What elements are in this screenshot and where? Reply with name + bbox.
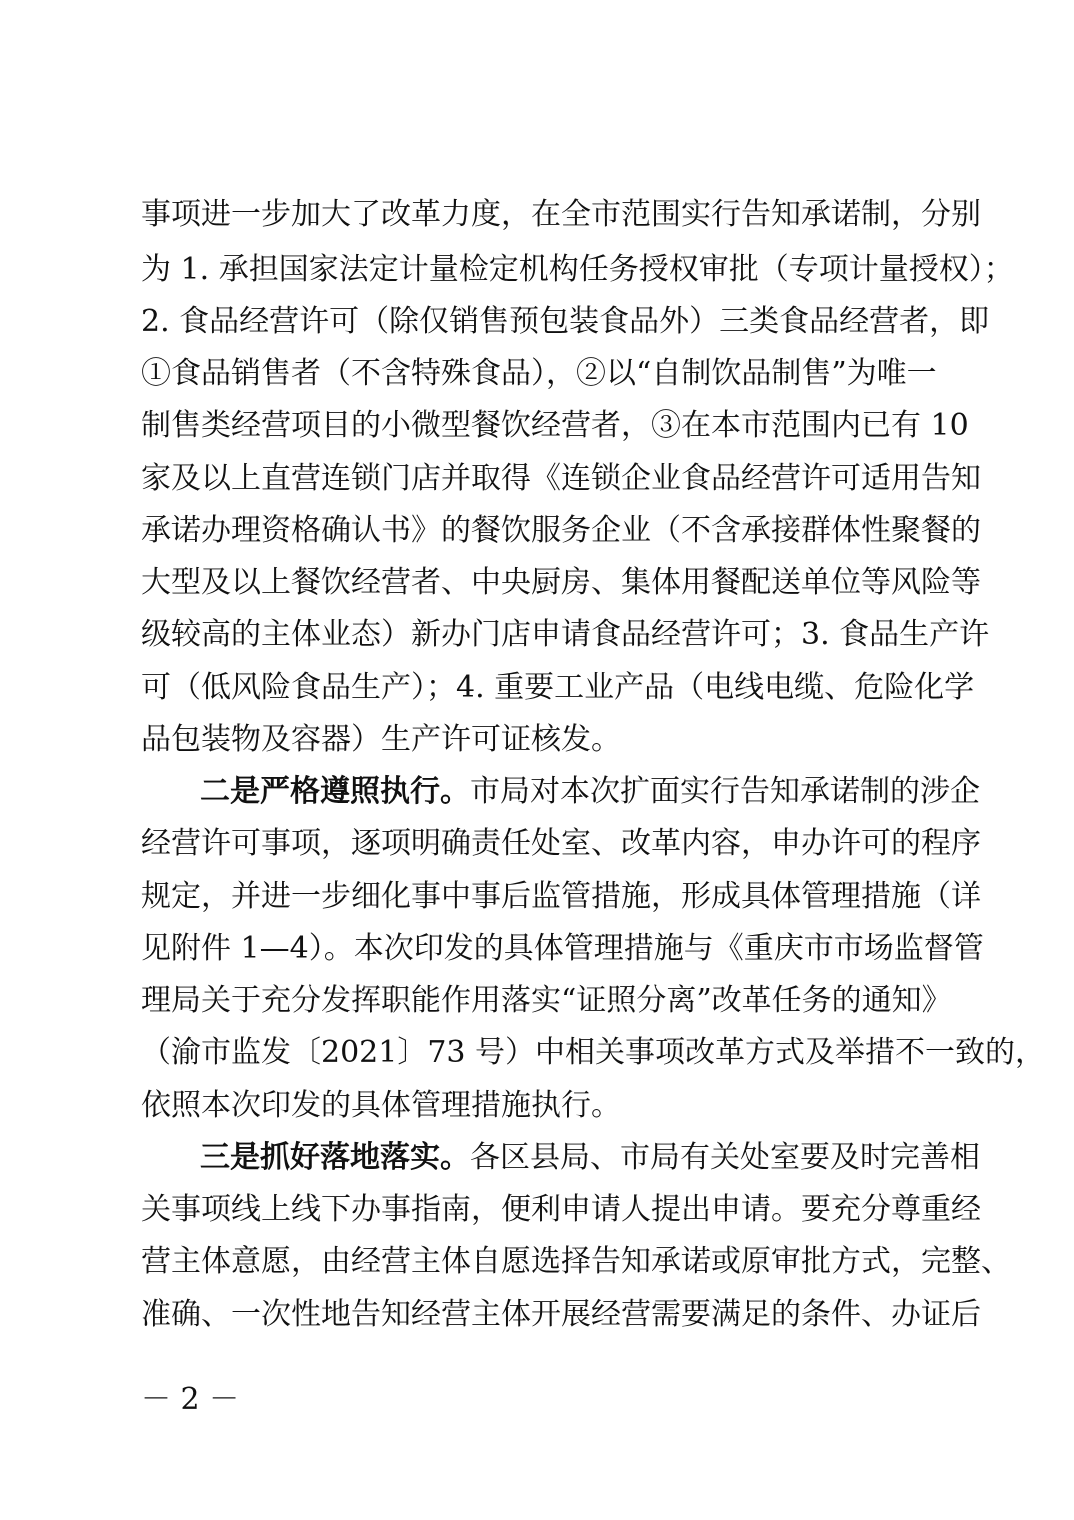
paragraph-line: 经营许可事项，逐项明确责任处室、改革内容，申办许可的程序 <box>141 826 981 861</box>
paragraph-first-line <box>200 772 980 812</box>
paragraph-line: 承诺办理资格确认书》的餐饮服务企业（不含承接群体性聚餐的 <box>141 513 981 548</box>
paragraph-line: 可（低风险食品生产）；4. 重要工业产品（电线电缆、危险化学 <box>141 670 975 705</box>
paragraph-line: ①食品销售者（不含特殊食品），②以“自制饮品制售”为唯一 <box>141 356 937 391</box>
paragraph-line: 制售类经营项目的小微型餐饮经营者，③在本市范围内已有 10 <box>141 408 969 443</box>
paragraph-line: 品包装物及容器）生产许可证核发。 <box>141 722 621 757</box>
paragraph-line: 见附件 1—4）。本次印发的具体管理措施与《重庆市市场监督管 <box>141 931 984 966</box>
paragraph-heading: 三是抓好落地落实。 <box>200 1140 470 1175</box>
paragraph-line: 准确、一次性地告知经营主体开展经营需要满足的条件、办证后 <box>141 1297 981 1332</box>
paragraph-line: 2. 食品经营许可（除仅销售预包装食品外）三类食品经营者，即 <box>141 304 990 339</box>
paragraph-line: 家及以上直营连锁门店并取得《连锁企业食品经营许可适用告知 <box>141 461 981 496</box>
page-number: － 2 － <box>141 1382 240 1417</box>
paragraph-line: 事项进一步加大了改革力度，在全市范围实行告知承诺制，分别 <box>141 197 981 232</box>
paragraph-text: 市局对本次扩面实行告知承诺制的涉企 <box>470 774 980 809</box>
paragraph-line: 规定，并进一步细化事中事后监管措施，形成具体管理措施（详 <box>141 879 981 914</box>
paragraph-line: 级较高的主体业态）新办门店申请食品经营许可；3. 食品生产许 <box>141 617 990 652</box>
paragraph-line: 营主体意愿，由经营主体自愿选择告知承诺或原审批方式，完整、 <box>141 1244 1011 1279</box>
paragraph-heading: 二是严格遵照执行。 <box>200 774 470 809</box>
paragraph-first-line <box>200 1138 980 1178</box>
paragraph-line: 关事项线上线下办事指南，便利申请人提出申请。要充分尊重经 <box>141 1192 981 1227</box>
paragraph-line: 为 1. 承担国家法定计量检定机构任务授权审批（专项计量授权）； <box>141 252 1014 287</box>
paragraph-line: 依照本次印发的具体管理措施执行。 <box>141 1088 621 1123</box>
paragraph-text: 各区县局、市局有关处室要及时完善相 <box>470 1140 980 1175</box>
paragraph-line: 大型及以上餐饮经营者、中央厨房、集体用餐配送单位等风险等 <box>141 565 981 600</box>
paragraph-line: （渝市监发〔2021〕73 号）中相关事项改革方式及举措不一致的， <box>141 1035 1046 1070</box>
paragraph-line: 理局关于充分发挥职能作用落实“证照分离”改革任务的通知》 <box>141 983 952 1018</box>
